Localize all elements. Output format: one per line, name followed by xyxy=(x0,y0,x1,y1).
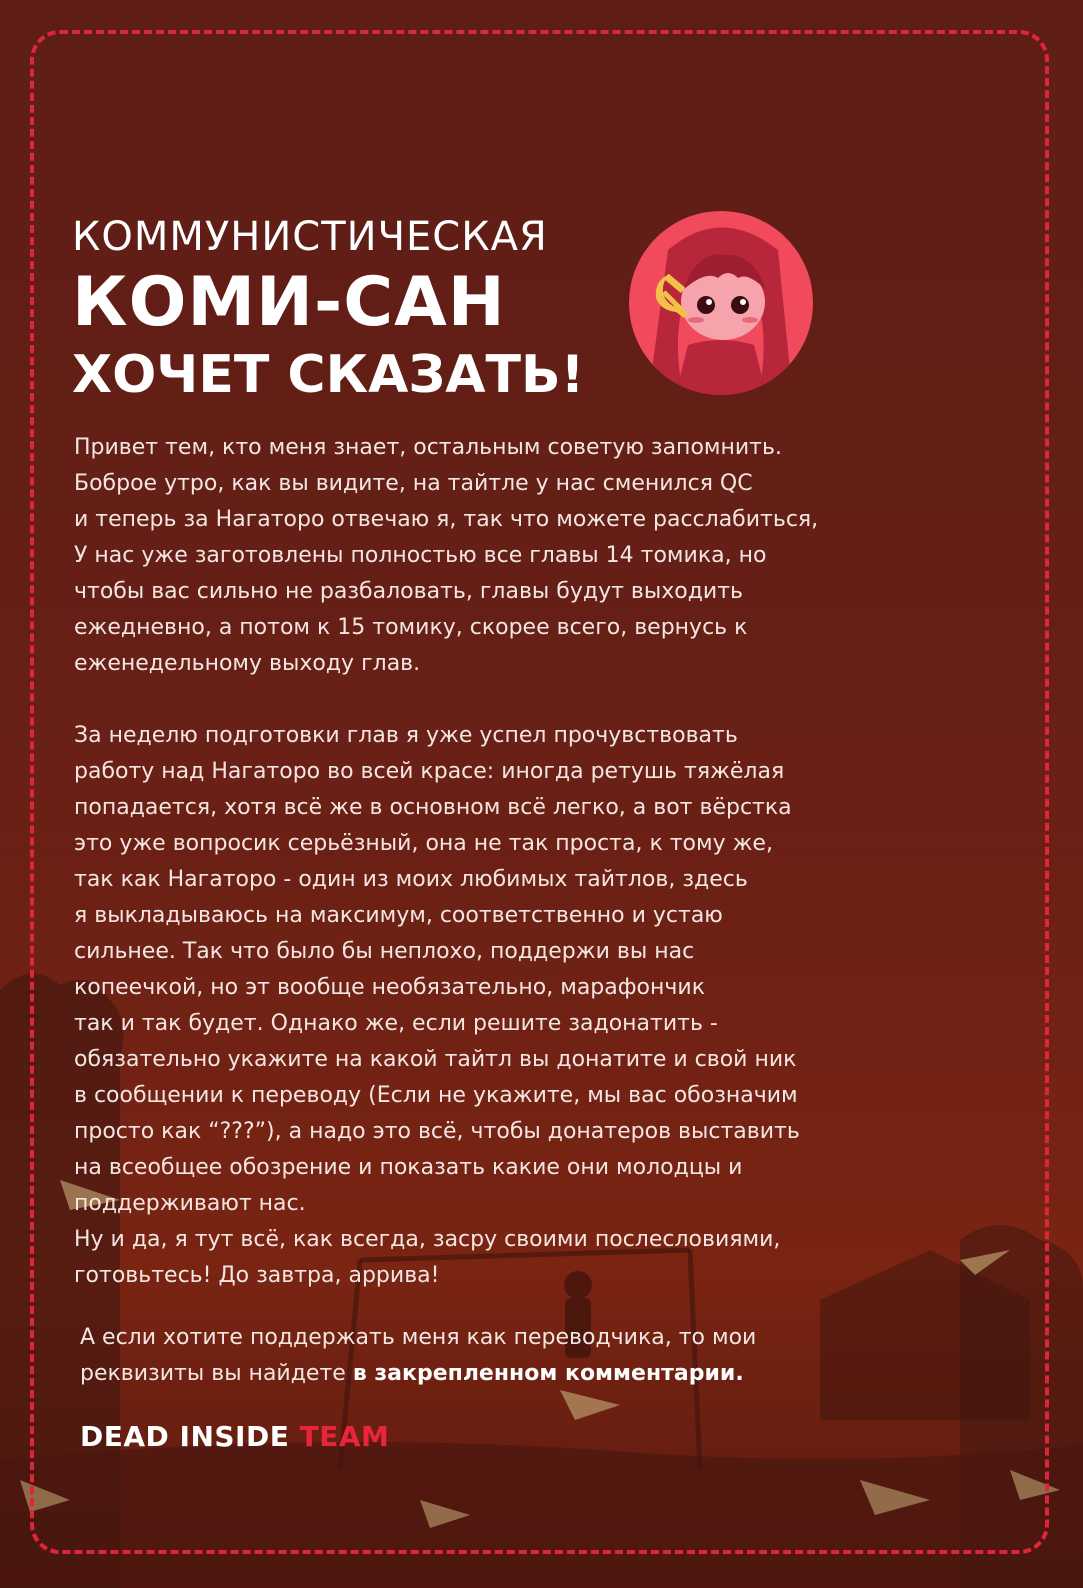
paragraph-2 xyxy=(74,718,1024,1294)
text-line: так и так будет. Однако же, если решите задонатить - xyxy=(74,1011,718,1036)
text-line: У нас уже заготовлены полностью все главы 14 томика, но xyxy=(74,543,767,568)
text-line: так как Нагаторо - один из моих любимых тайтлов, здесь xyxy=(74,867,748,892)
paragraph-1 xyxy=(74,430,1024,682)
text-line: чтобы вас сильно не разбаловать, главы будут выходить xyxy=(74,579,744,604)
text-line: обязательно укажите на какой тайтл вы донатите и свой ник xyxy=(74,1047,797,1072)
title-line-2: КОМИ-САН xyxy=(72,263,506,342)
text-line: на всеобщее обозрение и показать какие они молодцы и xyxy=(74,1155,743,1180)
text-line: ежедневно, а потом к 15 томику, скорее всего, вернусь к xyxy=(74,615,748,640)
support-line-2 xyxy=(80,1356,1010,1392)
text-line: я выкладываюсь на максимум, соответственно и устаю xyxy=(74,903,723,928)
text-line: Ну и да, я тут всё, как всегда, засру своими послесловиями, xyxy=(74,1227,781,1252)
text-line: Привет тем, кто меня знает, остальным советую запомнить. xyxy=(74,435,782,460)
body-text xyxy=(74,430,1024,1294)
text-line: работу над Нагаторо во всей красе: иногда ретушь тяжёлая xyxy=(74,759,785,784)
text-line: в сообщении к переводу (Если не укажите, мы вас обозначим xyxy=(74,1083,798,1108)
text-line: копеечкой, но эт вообще необязательно, марафончик xyxy=(74,975,705,1000)
support-line-2-text: реквизиты вы найдете xyxy=(80,1361,353,1386)
team-name-white: DEAD INSIDE xyxy=(80,1420,300,1453)
text-line: готовьтесь! До завтра, аррива! xyxy=(74,1263,440,1288)
komi-avatar xyxy=(628,210,814,396)
team-name-red: TEAM xyxy=(299,1420,390,1453)
text-line: За неделю подготовки глав я уже успел прочувствовать xyxy=(74,723,738,748)
paragraph-gap xyxy=(74,682,1024,718)
title-block xyxy=(72,212,612,406)
text-line: поддерживают нас. xyxy=(74,1191,306,1216)
title-line-3: ХОЧЕТ СКАЗАТЬ! xyxy=(72,345,585,405)
pinned-comment-link: в закрепленном комментарии. xyxy=(352,1361,744,1386)
support-line-1: А если хотите поддержать меня как переводчика, то мои xyxy=(80,1325,757,1350)
text-line: еженедельному выходу глав. xyxy=(74,651,421,676)
text-line: попадается, хотя всё же в основном всё легко, а вот вёрстка xyxy=(74,795,792,820)
text-line: это уже вопросик серьёзный, она не так проста, к тому же, xyxy=(74,831,773,856)
team-signature xyxy=(80,1420,389,1453)
text-line: просто как “???”), а надо это всё, чтобы донатеров выставить xyxy=(74,1119,800,1144)
title-line-1: КОММУНИСТИЧЕСКАЯ xyxy=(72,214,548,260)
text-line: и теперь за Нагаторо отвечаю я, так что можете расслабиться, xyxy=(74,507,819,532)
text-line: Боброе утро, как вы видите, на тайтле у нас сменился QC xyxy=(74,471,753,496)
text-line: сильнее. Так что было бы неплохо, поддержи вы нас xyxy=(74,939,695,964)
support-note xyxy=(80,1320,1010,1392)
